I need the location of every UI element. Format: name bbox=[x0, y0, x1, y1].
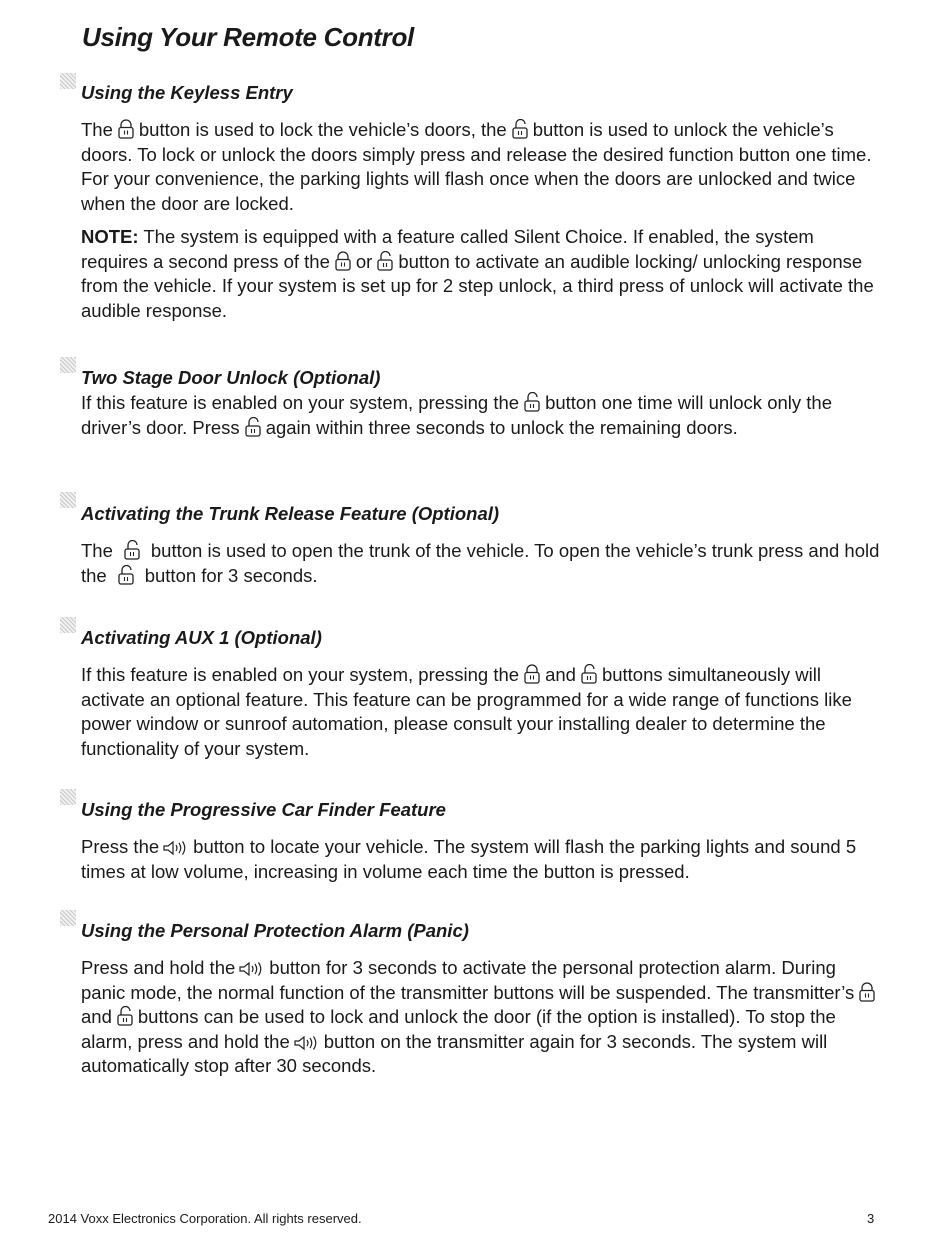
lock-icon bbox=[117, 119, 135, 139]
section-aux-1 bbox=[81, 627, 881, 770]
panic-paragraph: Press and hold the button for 3 seconds to activate the personal protection alarm. During panic mode, the normal function of the transmitter buttons will be suspended. The transmitter’s and buttons can be used to lock and unlock the door (if the option is installed). To stop the alarm, press and hold the button on the transmitter again for 3 seconds. The system will automatically stop after 30 seconds. bbox=[81, 956, 881, 1079]
page-title: Using Your Remote Control bbox=[82, 22, 414, 52]
section-marker bbox=[60, 910, 76, 926]
speaker-icon bbox=[294, 1035, 320, 1051]
trunk-paragraph: The button is used to open the trunk of the vehicle. To open the vehicle’s trunk press and hold the button for 3 seconds. bbox=[81, 540, 880, 586]
section-car-finder bbox=[81, 799, 881, 893]
unlock-icon bbox=[116, 1006, 134, 1026]
section-marker bbox=[60, 73, 76, 89]
trunk-icon bbox=[117, 565, 135, 585]
section-heading: Using the Progressive Car Finder Feature bbox=[81, 799, 446, 820]
speaker-icon bbox=[163, 840, 189, 856]
section-marker bbox=[60, 492, 76, 508]
section-heading: Using the Personal Protection Alarm (Panic) bbox=[81, 920, 469, 941]
section-panic-alarm bbox=[81, 920, 881, 1088]
section-two-stage-unlock bbox=[81, 367, 881, 449]
lock-icon bbox=[523, 664, 541, 684]
keyless-paragraph: The button is used to lock the vehicle’s doors, the button is used to unlock the vehicle’s doors. To lock or unlock the doors simply press and release the desired function button one time. For your convenience, the parking lights will flash once when the doors are unlocked and twice when the door are locked. bbox=[81, 119, 872, 214]
section-heading: Using the Keyless Entry bbox=[81, 82, 293, 103]
speaker-icon bbox=[239, 961, 265, 977]
lock-icon bbox=[858, 982, 876, 1002]
unlock-icon bbox=[376, 251, 394, 271]
unlock-icon bbox=[244, 417, 262, 437]
aux-paragraph: If this feature is enabled on your system, pressing the and buttons simultaneously will activate an optional feature. This feature can be programmed for a wide range of functions like power window or sunroof automation, please consult your installing dealer to determine the functionality of your system. bbox=[81, 664, 852, 759]
unlock-icon bbox=[523, 392, 541, 412]
section-marker bbox=[60, 617, 76, 633]
note-paragraph: NOTE: The system is equipped with a feature called Silent Choice. If enabled, the system requires a second press of the or button to activate an audible locking/ unlocking response from the vehicle. If your system is set up for 2 step unlock, a third press of unlock will activate the audible response. bbox=[81, 226, 874, 321]
footer-copyright: 2014 Voxx Electronics Corporation. All rights reserved. bbox=[48, 1211, 362, 1226]
section-heading: Two Stage Door Unlock (Optional) bbox=[81, 367, 381, 388]
page-number: 3 bbox=[867, 1211, 875, 1226]
two-stage-paragraph: If this feature is enabled on your system, pressing the button one time will unlock only the driver’s door. Press again within three seconds to unlock the remaining doors. bbox=[81, 392, 832, 438]
trunk-icon bbox=[123, 540, 141, 560]
lock-icon bbox=[334, 251, 352, 271]
section-heading: Activating AUX 1 (Optional) bbox=[81, 627, 322, 648]
unlock-icon bbox=[580, 664, 598, 684]
section-keyless-entry bbox=[81, 82, 881, 332]
section-marker bbox=[60, 789, 76, 805]
unlock-icon bbox=[511, 119, 529, 139]
note-label: NOTE: bbox=[81, 226, 139, 247]
section-trunk-release bbox=[81, 503, 881, 597]
car-finder-paragraph: Press the button to locate your vehicle. The system will flash the parking lights and sound 5 times at low volume, increasing in volume each time the button is pressed. bbox=[81, 836, 857, 882]
section-heading: Activating the Trunk Release Feature (Optional) bbox=[81, 503, 500, 524]
section-marker bbox=[60, 357, 76, 373]
